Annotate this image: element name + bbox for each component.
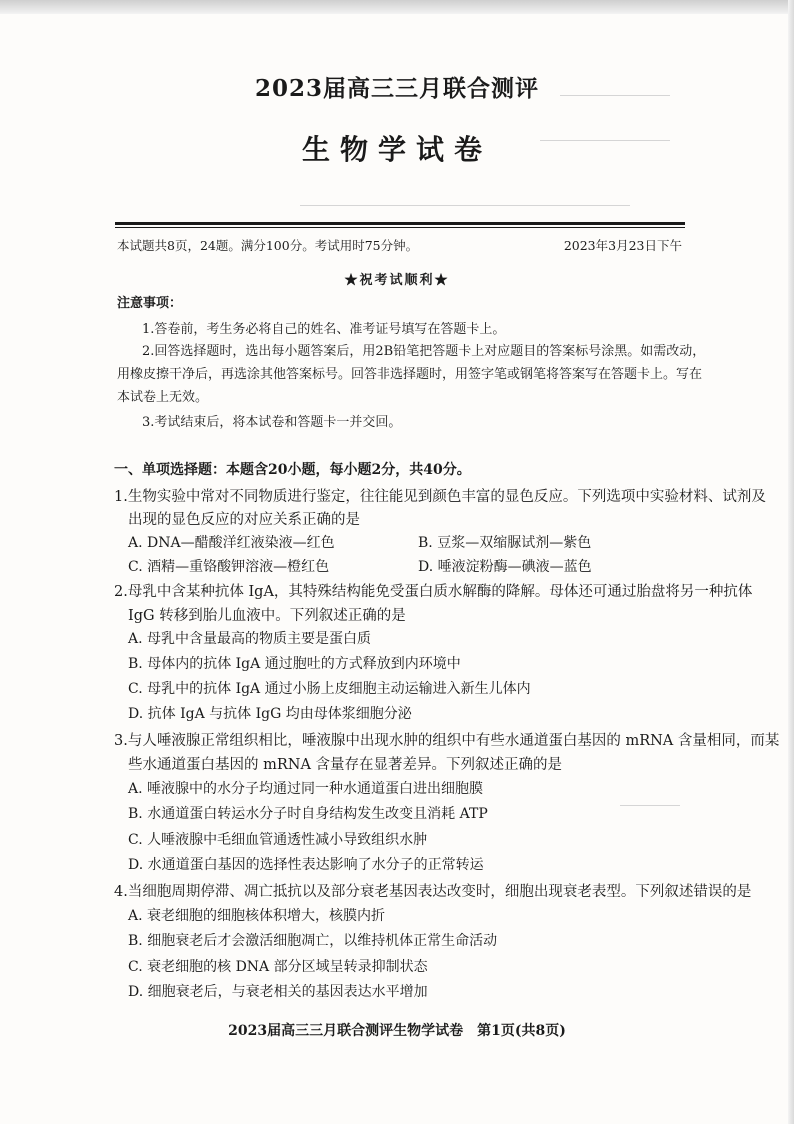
notes-heading: 注意事项： xyxy=(117,296,183,311)
question-4-stem: 4.当细胞周期停滞、凋亡抵抗以及部分衰老基因表达改变时，细胞出现衰老表型。下列叙述错误的是 xyxy=(114,884,752,900)
question-3-stem-cont: 些水通道蛋白基因的 mRNA 含量存在显著差异。下列叙述正确的是 xyxy=(128,757,563,773)
question-4-option-a: A. 衰老细胞的细胞核体积增大，核膜内折 xyxy=(128,908,386,924)
question-2-option-d: D. 抗体 IgA 与抗体 IgG 均由母体浆细胞分泌 xyxy=(128,706,412,722)
question-1-option-b: B. 豆浆—双缩脲试剂—紫色 xyxy=(418,535,592,551)
exam-info: 本试题共8页，24题。满分100分。考试用时75分钟。 xyxy=(117,238,419,253)
question-4-option-d: D. 细胞衰老后，与衰老相关的基因表达水平增加 xyxy=(128,984,428,1000)
question-1-option-c: C. 酒精—重铬酸钾溶液—橙红色 xyxy=(128,559,330,575)
header-rule-thick xyxy=(115,222,685,225)
note-line-2c: 本试卷上无效。 xyxy=(117,390,209,405)
question-2-option-c: C. 母乳中的抗体 IgA 通过小肠上皮细胞主动运输进入新生儿体内 xyxy=(128,681,531,697)
question-1-stem-cont: 出现的显色反应的对应关系正确的是 xyxy=(128,512,360,528)
note-line-2a: 2.回答选择题时，选出每小题答案后，用2B铅笔把答题卡上对应题目的答案标号涂黑。如需改动， xyxy=(142,344,706,359)
note-line-1: 1.答卷前，考生务必将自己的姓名、准考证号填写在答题卡上。 xyxy=(142,322,506,337)
question-3-option-a: A. 唾液腺中的水分子均通过同一种水通道蛋白进出细胞膜 xyxy=(128,781,484,797)
good-luck-banner: ★祝考试顺利★ xyxy=(344,273,450,288)
question-2-stem-cont: IgG 转移到胎儿血液中。下列叙述正确的是 xyxy=(128,608,406,624)
note-line-2b: 用橡皮擦干净后，再选涂其他答案标号。回答非选择题时，用签字笔或钢笔将答案写在答题卡上。写在 xyxy=(117,367,703,382)
scan-top-shadow xyxy=(0,0,794,14)
bleed-through-line xyxy=(620,805,680,806)
bleed-through-line xyxy=(300,205,630,206)
page-footer: 2023届高三三月联合测评生物学试卷 第1页(共8页) xyxy=(228,1023,566,1039)
subject-title: 生物学试卷 xyxy=(301,133,492,166)
question-4-option-c: C. 衰老细胞的核 DNA 部分区域呈转录抑制状态 xyxy=(128,959,428,975)
question-1-option-d: D. 唾液淀粉酶—碘液—蓝色 xyxy=(418,559,592,575)
question-3-option-d: D. 水通道蛋白基因的选择性表达影响了水分子的正常转运 xyxy=(128,857,484,873)
question-2-option-b: B. 母体内的抗体 IgA 通过胞吐的方式释放到内环境中 xyxy=(128,656,461,672)
section-heading: 一、单项选择题：本题含20小题，每小题2分，共40分。 xyxy=(114,462,471,478)
question-3-stem: 3.与人唾液腺正常组织相比，唾液腺中出现水肿的组织中有些水通道蛋白基因的 mRNA 含量相同，而某 xyxy=(114,733,780,749)
question-1-stem: 1.生物实验中常对不同物质进行鉴定，往往能见到颜色丰富的显色反应。下列选项中实验材料、试剂及 xyxy=(114,489,766,505)
exam-title: 2023届高三三月联合测评 xyxy=(254,75,539,102)
question-4-option-b: B. 细胞衰老后才会激活细胞凋亡，以维持机体正常生命活动 xyxy=(128,933,498,949)
header-rule-thin xyxy=(115,227,685,228)
question-2-option-a: A. 母乳中含量最高的物质主要是蛋白质 xyxy=(128,631,372,647)
question-3-option-b: B. 水通道蛋白转运水分子时自身结构发生改变且消耗 ATP xyxy=(128,806,488,822)
question-2-stem: 2.母乳中含某种抗体 IgA，其特殊结构能免受蛋白质水解酶的降解。母体还可通过胎盘将另一种抗体 xyxy=(114,584,753,600)
note-line-3: 3.考试结束后，将本试卷和答题卡一并交回。 xyxy=(142,415,402,430)
question-1-option-a: A. DNA—醋酸洋红液染液—红色 xyxy=(128,535,335,551)
question-3-option-c: C. 人唾液腺中毛细血管通透性减小导致组织水肿 xyxy=(128,832,428,848)
scan-right-edge xyxy=(788,0,794,1124)
exam-date: 2023年3月23日下午 xyxy=(563,238,682,253)
